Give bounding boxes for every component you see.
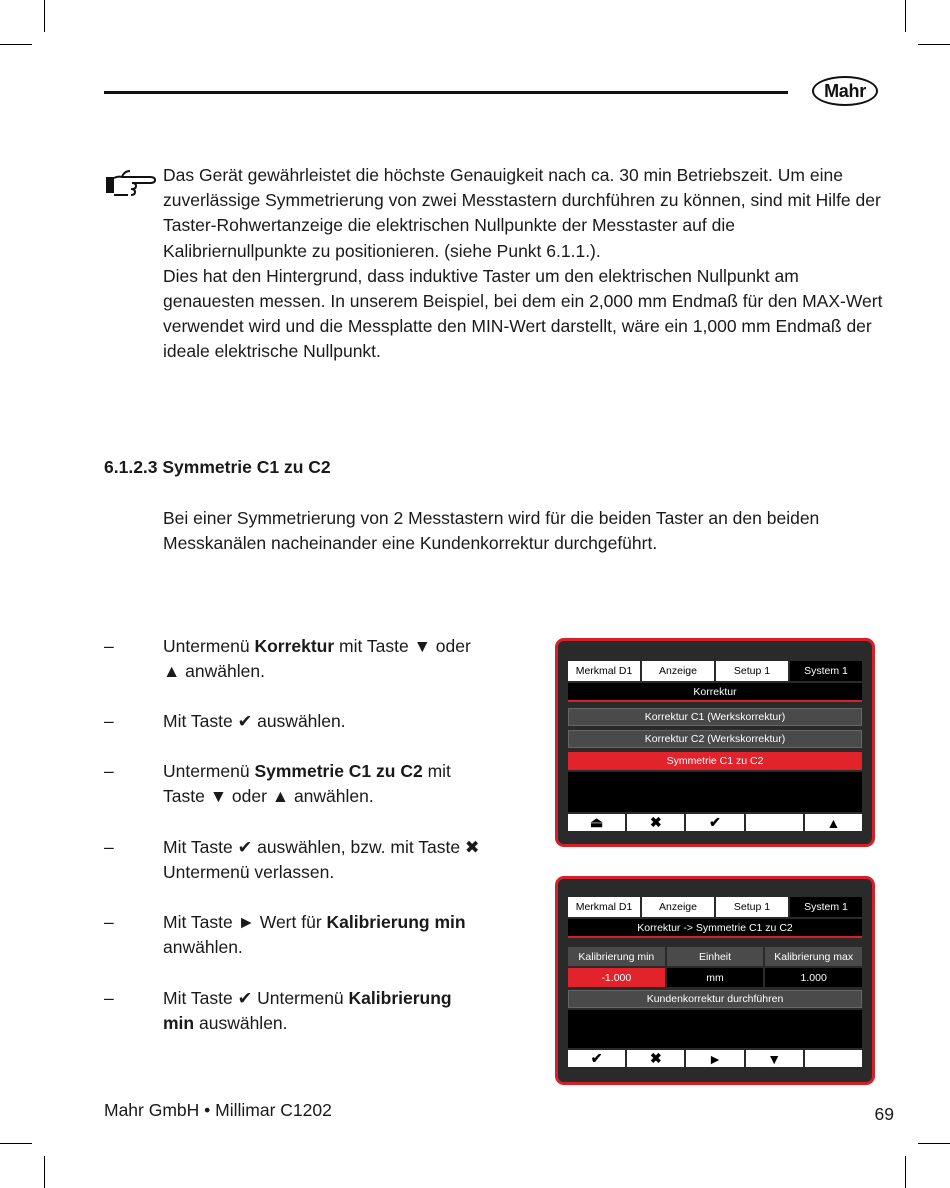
kundenkorrektur-button[interactable]: Kundenkorrektur durchführen xyxy=(568,990,862,1008)
step-text: Mit Taste ✔ auswählen. xyxy=(163,711,346,731)
page-number: 69 xyxy=(874,1104,894,1124)
softkey-bar xyxy=(568,1050,862,1067)
step-keyword: Kalibrierung min xyxy=(163,988,452,1034)
step-dash: – xyxy=(104,837,114,857)
step-text: Untermenü xyxy=(163,636,255,656)
empty-softkey[interactable] xyxy=(746,814,805,831)
softkey-bar xyxy=(568,814,862,831)
device-screen-symmetrie xyxy=(555,876,875,1085)
note-text-2: Dies hat den Hintergrund, dass induktive Taster um den elektrischen Nullpunkt am genauesten messen. In unserem Beispiel, bei dem ein 2,000 mm Endmaß für den MAX-Wert verwendet wird und die Messplatte den MIN-Wert darstellt, wäre ein 1,000 mm Endmaß der ideale elektrische Nullpunkt. xyxy=(163,265,883,362)
screen-tabs xyxy=(568,897,862,917)
step-text: Mit Taste ✔ Untermenü xyxy=(163,988,349,1008)
arrow-up-icon[interactable]: ▲ xyxy=(805,814,862,831)
header-einheit: Einheit xyxy=(667,947,766,966)
screen-empty-area xyxy=(568,772,862,812)
step-text: Mit Taste ► Wert für xyxy=(163,912,327,932)
tab-merkmal[interactable]: Merkmal D1 xyxy=(568,897,642,917)
value-einheit[interactable]: mm xyxy=(667,968,766,987)
screen-divider xyxy=(568,700,862,702)
note-text-1: Das Gerät gewährleistet die höchste Genauigkeit nach ca. 30 min Betriebszeit. Um eine zuverlässige Symmetrierung von zwei Messtastern durchführen zu können, sind mit Hilfe der Taster-Rohwertanzeige die elektrischen Nullpunkte der Messtaster auf die Kalibriernullpunkte zu positionieren. (siehe Punkt 6.1.1.). xyxy=(163,165,881,261)
crop-mark xyxy=(44,1156,45,1188)
value-kalibrierung-min[interactable]: -1.000 xyxy=(568,968,667,987)
empty-softkey[interactable] xyxy=(805,1050,862,1067)
screen-title: Korrektur -> Symmetrie C1 zu C2 xyxy=(568,919,862,936)
section-intro: Bei einer Symmetrierung von 2 Messtastern wird für die beiden Taster an den beiden Messkanälen nacheinander eine Kundenkorrektur durchgeführt. xyxy=(163,508,820,554)
device-screen-korrektur xyxy=(555,638,875,847)
exit-icon[interactable]: ⏏ xyxy=(568,814,627,831)
check-icon[interactable]: ✔ xyxy=(568,1050,627,1067)
crop-mark xyxy=(918,44,950,45)
note-paragraph xyxy=(163,163,883,365)
value-row xyxy=(568,968,862,987)
arrow-down-icon[interactable]: ▼ xyxy=(746,1050,805,1067)
tab-setup[interactable]: Setup 1 xyxy=(716,897,790,917)
step-keyword: Kalibrierung min xyxy=(326,912,466,932)
step-dash: – xyxy=(104,761,114,781)
tab-anzeige[interactable]: Anzeige xyxy=(642,897,716,917)
tab-anzeige[interactable]: Anzeige xyxy=(642,661,716,681)
step-text: auswählen. xyxy=(194,1013,288,1034)
cancel-icon[interactable]: ✖ xyxy=(627,814,686,831)
crop-mark xyxy=(905,0,906,32)
mahr-logo: Mahr xyxy=(812,76,878,106)
tab-system[interactable]: System 1 xyxy=(790,897,862,917)
step-text: mit Taste ▼ oder ▲ anwählen. xyxy=(163,636,471,682)
step-text: anwählen. xyxy=(163,937,243,958)
step-text: mit Taste ▼ oder ▲ anwählen. xyxy=(163,761,451,807)
cancel-icon[interactable]: ✖ xyxy=(627,1050,686,1067)
screen-empty-area xyxy=(568,1010,862,1048)
screen-tabs xyxy=(568,661,862,681)
tab-system[interactable]: System 1 xyxy=(790,661,862,681)
step-text: Untermenü xyxy=(163,761,255,781)
crop-mark xyxy=(905,1156,906,1188)
step-text: Mit Taste ✔ auswählen, bzw. mit Taste ✖ Untermenü verlassen. xyxy=(163,837,480,883)
step-keyword: Korrektur xyxy=(254,636,335,656)
header-kalibrierung-max: Kalibrierung max xyxy=(765,947,862,966)
value-headers xyxy=(568,947,862,966)
pointing-hand-icon xyxy=(104,168,158,198)
header-kalibrierung-min: Kalibrierung min xyxy=(568,947,667,966)
header-rule xyxy=(104,91,788,94)
step-dash: – xyxy=(104,988,114,1008)
step-dash: – xyxy=(104,636,114,656)
value-kalibrierung-max[interactable]: 1.000 xyxy=(765,968,862,987)
section-title: 6.1.2.3 Symmetrie C1 zu C2 xyxy=(104,457,331,477)
check-icon[interactable]: ✔ xyxy=(686,814,745,831)
crop-mark xyxy=(44,0,45,32)
footer-company: Mahr GmbH • Millimar C1202 xyxy=(104,1100,332,1120)
step-dash: – xyxy=(104,912,114,932)
crop-mark xyxy=(0,1143,32,1144)
step-dash: – xyxy=(104,711,114,731)
screen-divider xyxy=(568,936,862,938)
crop-mark xyxy=(918,1143,950,1144)
menu-item-korrektur-c1[interactable]: Korrektur C1 (Werkskorrektur) xyxy=(568,708,862,726)
step-keyword: Symmetrie C1 zu C2 xyxy=(254,761,423,781)
arrow-right-icon[interactable]: ► xyxy=(686,1050,745,1067)
menu-item-symmetrie[interactable]: Symmetrie C1 zu C2 xyxy=(568,752,862,770)
crop-mark xyxy=(0,44,32,45)
menu-item-korrektur-c2[interactable]: Korrektur C2 (Werkskorrektur) xyxy=(568,730,862,748)
screen-title: Korrektur xyxy=(568,683,862,700)
tab-setup[interactable]: Setup 1 xyxy=(716,661,790,681)
tab-merkmal[interactable]: Merkmal D1 xyxy=(568,661,642,681)
